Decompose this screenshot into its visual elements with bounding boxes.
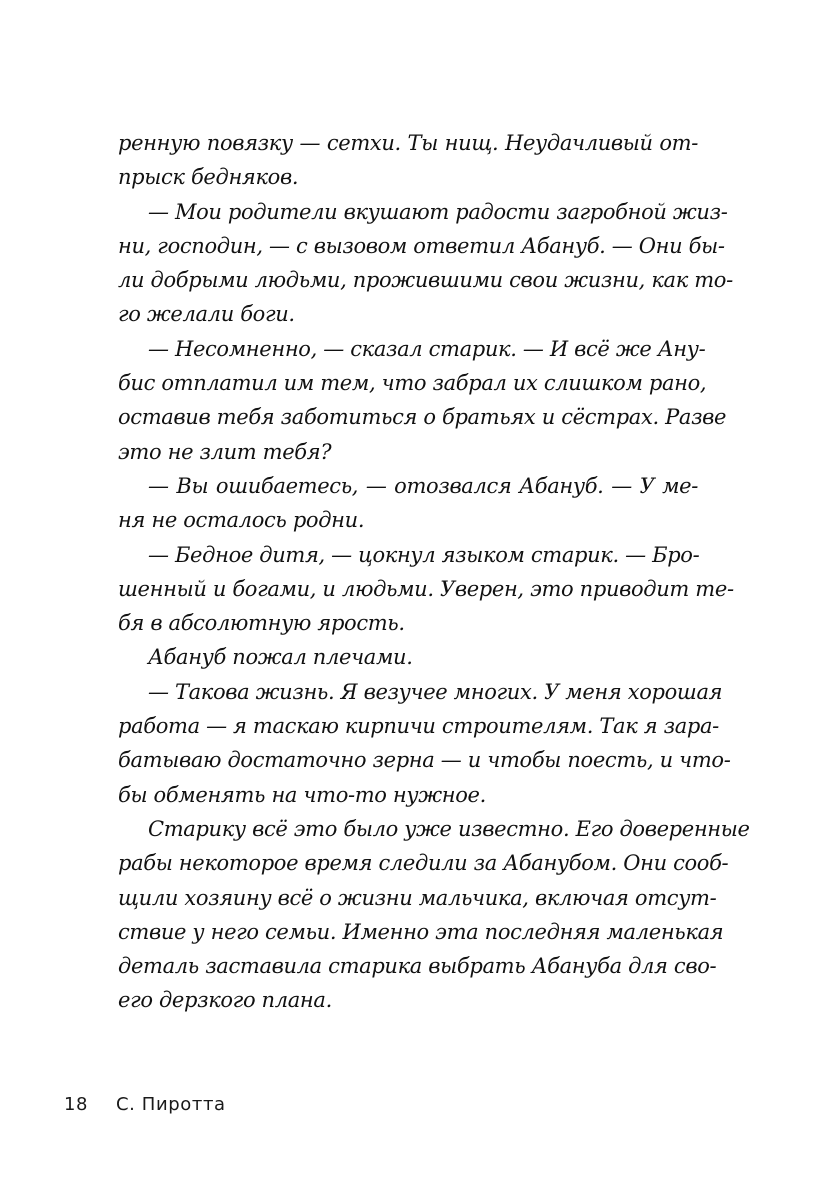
text-line: — Несомненно, — сказал старик. — И всё же Ану- [148,336,706,361]
text-line: щили хозяину всё о жизни мальчика, включая отсут- [118,885,717,910]
text-line: прыск бедняков. [118,165,299,190]
page-footer [64,1094,226,1115]
text-line: батываю достаточно зерна — и чтобы поесть, и что- [118,748,731,773]
text-line: — Вы ошибаетесь, — отозвался Абануб. — У ме- [148,473,698,498]
text-line: бя в абсолютную ярость. [118,611,405,636]
page-number: 18 [64,1094,89,1115]
text-line: рабы некоторое время следили за Абанубом. Они сооб- [118,851,729,876]
text-line: ствие у него семьи. Именно эта последняя маленькая [118,919,724,944]
text-line: деталь заставила старика выбрать Абануба для сво- [118,954,717,979]
text-line: его дерзкого плана. [118,988,332,1013]
text-line: работа — я таскаю кирпичи строителям. Так я зара- [118,714,719,739]
text-line: бис отплатил им тем, что забрал их слишком рано, [118,371,707,396]
text-line: — Мои родители вкушают радости загробной жиз- [148,199,728,224]
text-line: Абануб пожал плечами. [148,645,413,670]
text-line: бы обменять на что-то нужное. [118,782,486,807]
text-line: ли добрыми людьми, прожившими свои жизни, как то- [118,268,733,293]
text-line: — Бедное дитя, — цокнул языком старик. — Бро- [148,542,700,567]
text-line: шенный и богами, и людьми. Уверен, это приводит те- [118,576,734,601]
text-line: оставив тебя заботиться о братьях и сёстрах. Разве [118,405,727,430]
text-line: Старику всё это было уже известно. Его доверенные [148,816,750,841]
text-line: это не злит тебя? [118,439,332,464]
page-body-text [118,126,750,1018]
text-line: — Такова жизнь. Я везучее многих. У меня хорошая [148,679,723,704]
text-line: ренную повязку — сетхи. Ты нищ. Неудачливый от- [118,131,698,155]
text-line: ня не осталось родни. [118,508,365,533]
text-line: ни, господин, — с вызовом ответил Абануб. — Они бы- [118,233,725,258]
running-footer-author: С. Пиротта [116,1094,226,1115]
text-line: го желали боги. [118,302,295,327]
